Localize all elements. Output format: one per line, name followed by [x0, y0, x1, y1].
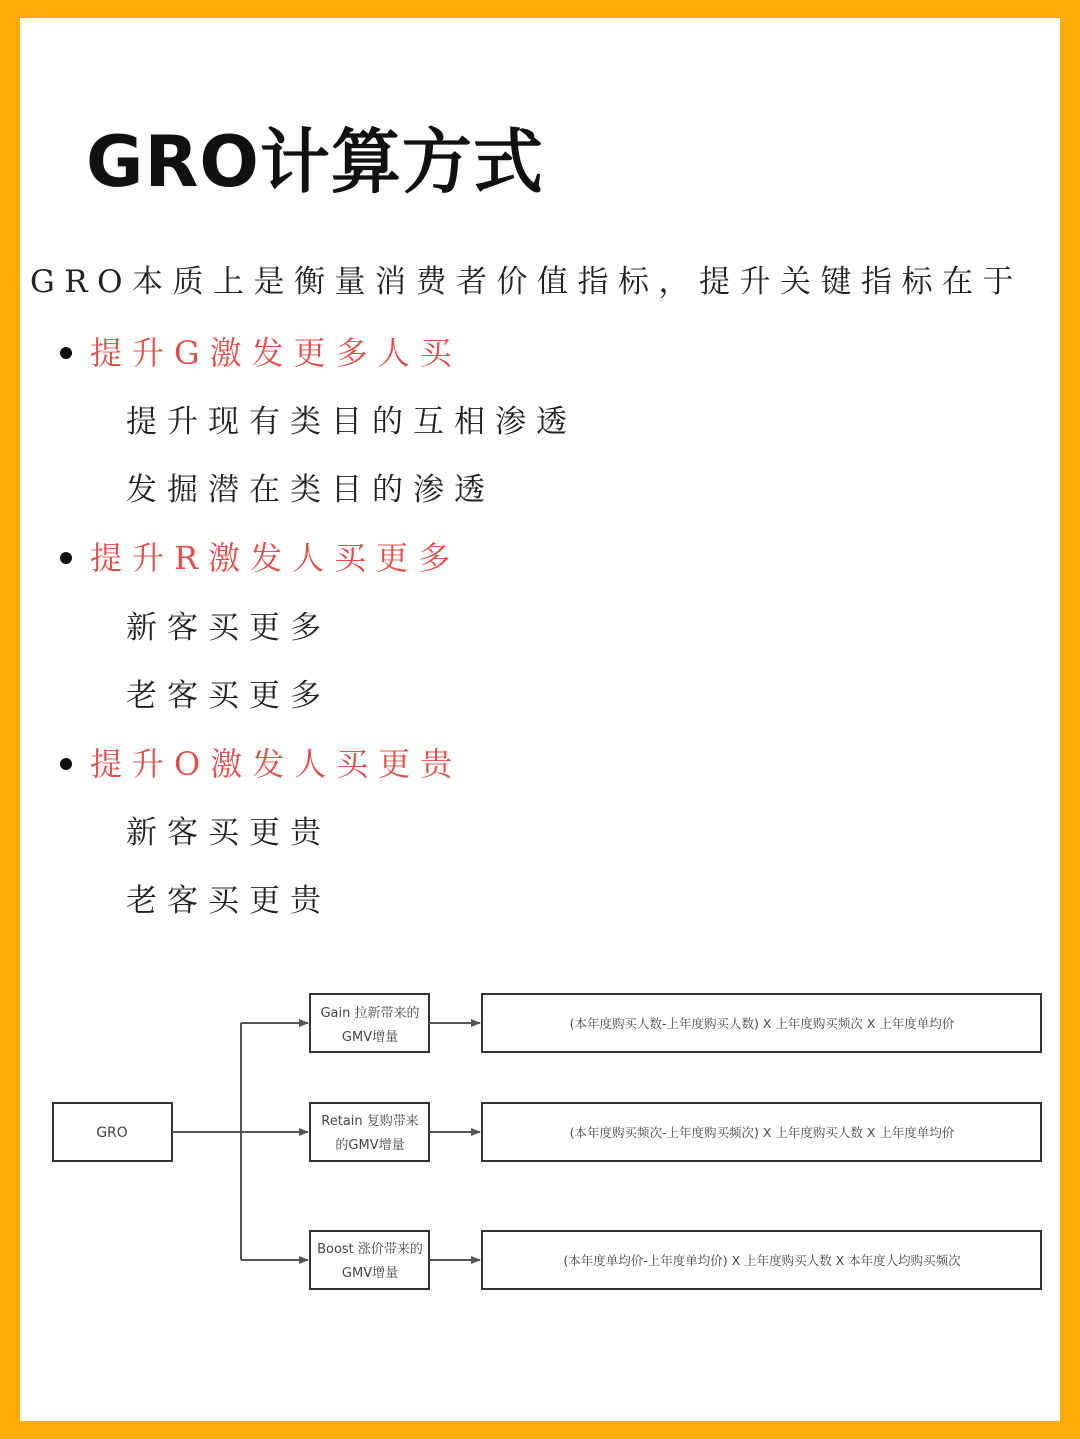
gro-diagram [20, 968, 1060, 1328]
bullet-heading: 提升O激发人买更贵 [90, 745, 463, 783]
bullet-heading: 提升R激发人买更多 [90, 539, 461, 577]
root-label: GRO [96, 1125, 128, 1141]
boost-label-line2: GMV增量 [341, 1266, 399, 1281]
gain-formula: (本年度购买人数-上年度购买人数) X 上年度购买频次 X 上年度单均价 [569, 1016, 955, 1031]
boost-formula: (本年度单均价-上年度单均价) X 上年度购买人数 X 本年度人均购买频次 [563, 1253, 961, 1268]
retain-label-line2: 的GMV增量 [335, 1138, 405, 1153]
bullet-o [60, 739, 462, 785]
page-title: GRO计算方式 [86, 121, 544, 203]
sub-item: 提升现有类目的互相渗透 [126, 404, 577, 440]
bullet-heading: 提升G激发更多人买 [90, 334, 462, 372]
bullet-dot-icon [60, 552, 72, 564]
bullet-g [60, 328, 462, 374]
gain-label-line2: GMV增量 [341, 1030, 399, 1045]
boost-label-line1: Boost 涨价带来的 [317, 1242, 423, 1257]
intro-text: GRO本质上是衡量消费者价值指标，提升关键指标在于 [30, 264, 1024, 300]
content-card [20, 18, 1060, 1421]
retain-label-line1: Retain 复购带来 [321, 1114, 419, 1129]
sub-item: 新客买更贵 [126, 815, 331, 851]
bullet-dot-icon [60, 758, 72, 770]
bullet-r [60, 533, 460, 579]
retain-formula: (本年度购买频次-上年度购买频次) X 上年度购买人数 X 上年度单均价 [569, 1125, 955, 1140]
bullet-dot-icon [60, 347, 72, 359]
sub-item: 老客买更多 [126, 678, 331, 714]
sub-item: 发掘潜在类目的渗透 [126, 472, 495, 508]
sub-item: 老客买更贵 [126, 883, 331, 919]
sub-item: 新客买更多 [126, 610, 331, 646]
gain-label-line1: Gain 拉新带来的 [320, 1006, 420, 1021]
